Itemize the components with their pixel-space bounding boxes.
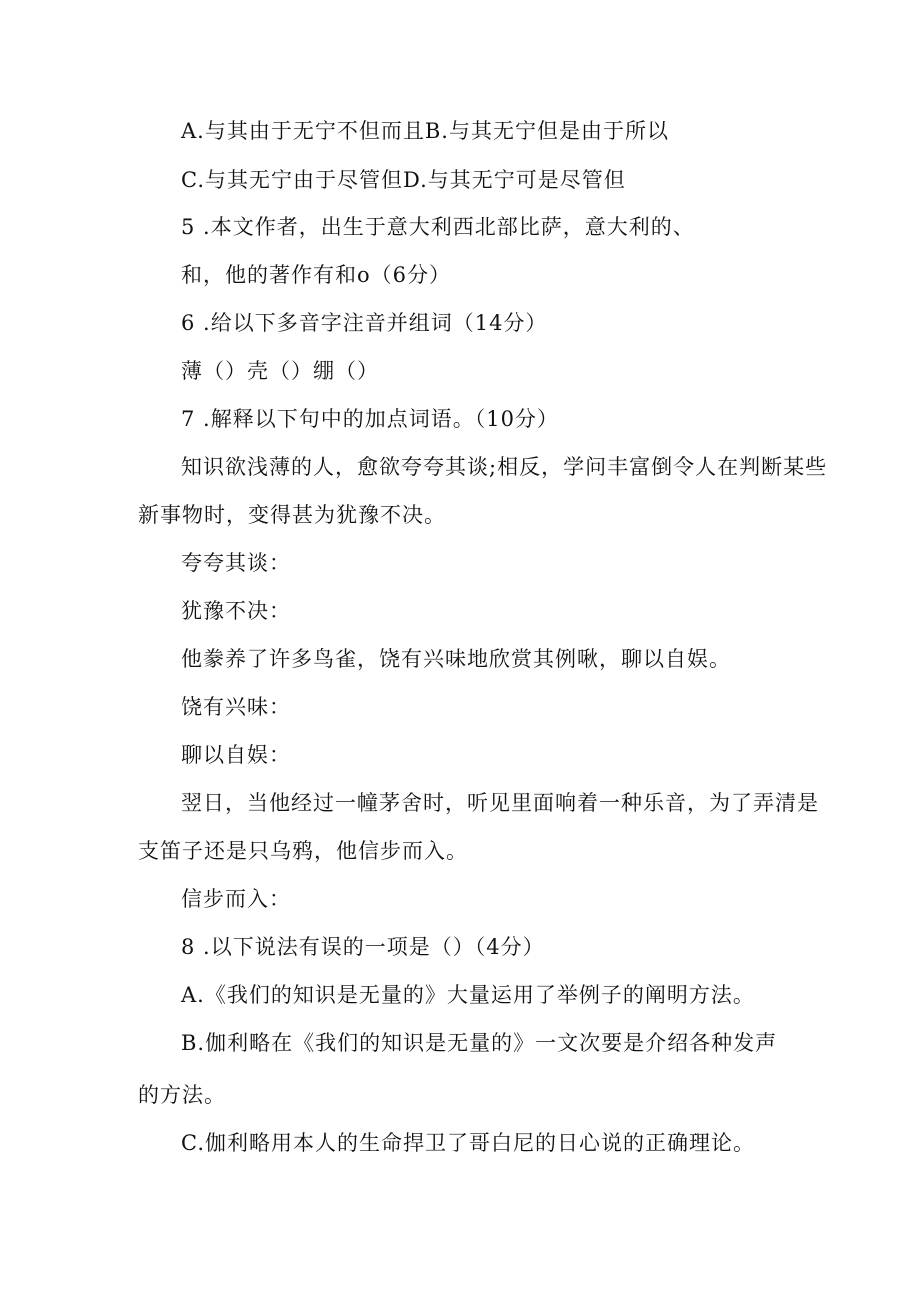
passage-2: 他豢养了许多鸟雀，饶有兴味地欣赏其例啾，聊以自娱。	[181, 647, 731, 671]
passage-3-line-2: 支笛子还是只乌鸦，他信步而入。	[138, 839, 468, 863]
option-a: A.《我们的知识是无量的》大量运用了举例子的阐明方法。	[181, 983, 755, 1007]
option-b-line-2: 的方法。	[138, 1083, 226, 1107]
term-liaoyiziyu: 聊以自娱：	[181, 743, 291, 767]
option-b-line-1: B.伽利略在《我们的知识是无量的》一文次要是介绍各种发声	[181, 1031, 778, 1055]
question-6-chars: 薄（）壳（）绷（）	[181, 359, 379, 383]
term-raoyouxingwei: 饶有兴味：	[181, 695, 291, 719]
option-c: C.伽利略用本人的生命捍卫了哥白尼的日心说的正确理论。	[181, 1131, 755, 1155]
question-6: 6 .给以下多音字注音并组词（14分）	[181, 311, 548, 335]
question-5-line-1: 5 .本文作者，出生于意大利西北部比萨，意大利的、	[181, 215, 695, 239]
passage-1-line-1: 知识欲浅薄的人，愈欲夸夸其谈;相反，学问丰富倒令人在判断某些	[181, 455, 828, 479]
term-kuakuaqitan: 夸夸其谈：	[181, 551, 291, 575]
passage-1-line-2: 新事物时，变得甚为犹豫不决。	[138, 503, 446, 527]
passage-3-line-1: 翌日，当他经过一幢茅舍时，听见里面响着一种乐音，为了弄清是	[181, 791, 819, 815]
question-5-line-2: 和，他的著作有和o（6分）	[181, 263, 452, 287]
question-7: 7 .解释以下句中的加点词语。（10分）	[181, 407, 559, 431]
option-line-ab: A.与其由于无宁不但而且B.与其无宁但是由于所以	[181, 119, 669, 143]
question-8: 8 .以下说法有误的一项是（）（4分）	[181, 935, 545, 959]
term-xinbuerru: 信步而入：	[181, 887, 291, 911]
term-youyubujue: 犹豫不决：	[181, 599, 291, 623]
option-line-cd: C.与其无宁由于尽管但D.与其无宁可是尽管但	[181, 168, 626, 192]
